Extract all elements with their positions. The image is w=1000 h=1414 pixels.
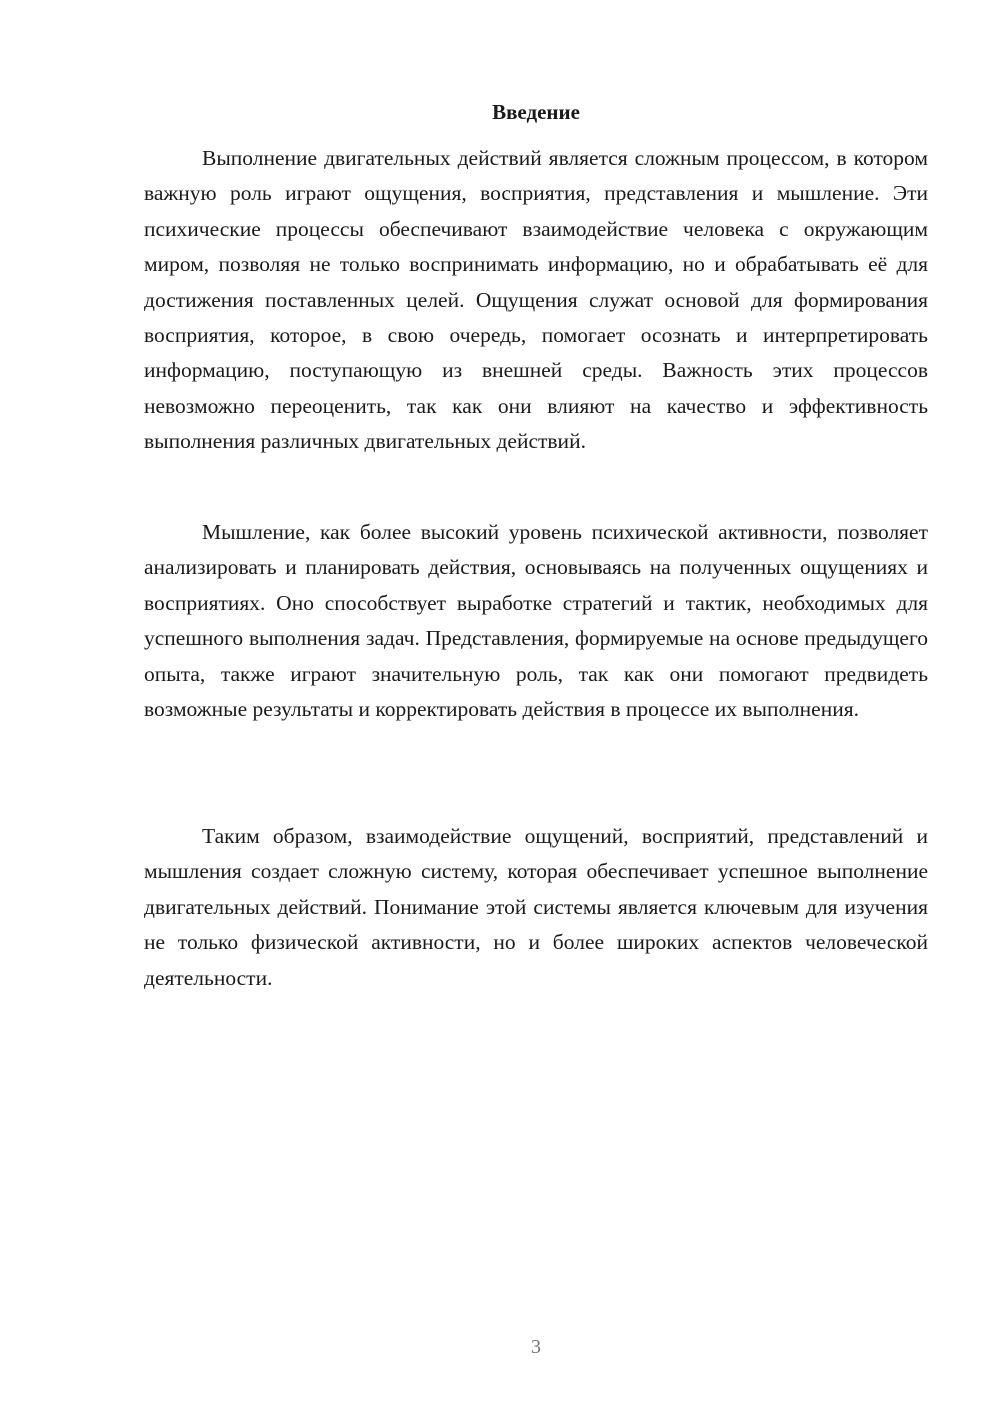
- paragraph-3: Таким образом, взаимодействие ощущений, восприятий, представлений и мышления создает сложную систему, которая обеспечивает успешное выполнение двигательных действий. Понимание этой системы является ключевым для изучения не только физической активности, но и более широких аспектов человеческой деятельности.: [144, 824, 928, 990]
- paragraph-2: Мышление, как более высокий уровень психической активности, позволяет анализировать и планировать действия, основываясь на полученных ощущениях и восприятиях. Оно способствует выработке стратегий и тактик, необходимых для успешного выполнения задач. Представления, формируемые на основе предыдущего опыта, также играют значительную роль, так как они помогают предвидеть возможные результаты и корректировать действия в процессе их выполнения.: [144, 520, 928, 722]
- section-heading: Введение: [492, 100, 580, 124]
- paragraph-1: Выполнение двигательных действий является сложным процессом, в котором важную роль играют ощущения, восприятия, представления и мышление. Эти психические процессы обеспечивают взаимодействие человека с окружающим миром, позволяя не только воспринимать информацию, но и обрабатывать её для достижения поставленных целей. Ощущения служат основой для формирования восприятия, которое, в свою очередь, помогает осознать и интерпретировать информацию, поступающую из внешней среды. Важность этих процессов невозможно переоценить, так как они влияют на качество и эффективность выполнения различных двигательных действий.: [144, 146, 928, 454]
- page-number: 3: [531, 1336, 541, 1358]
